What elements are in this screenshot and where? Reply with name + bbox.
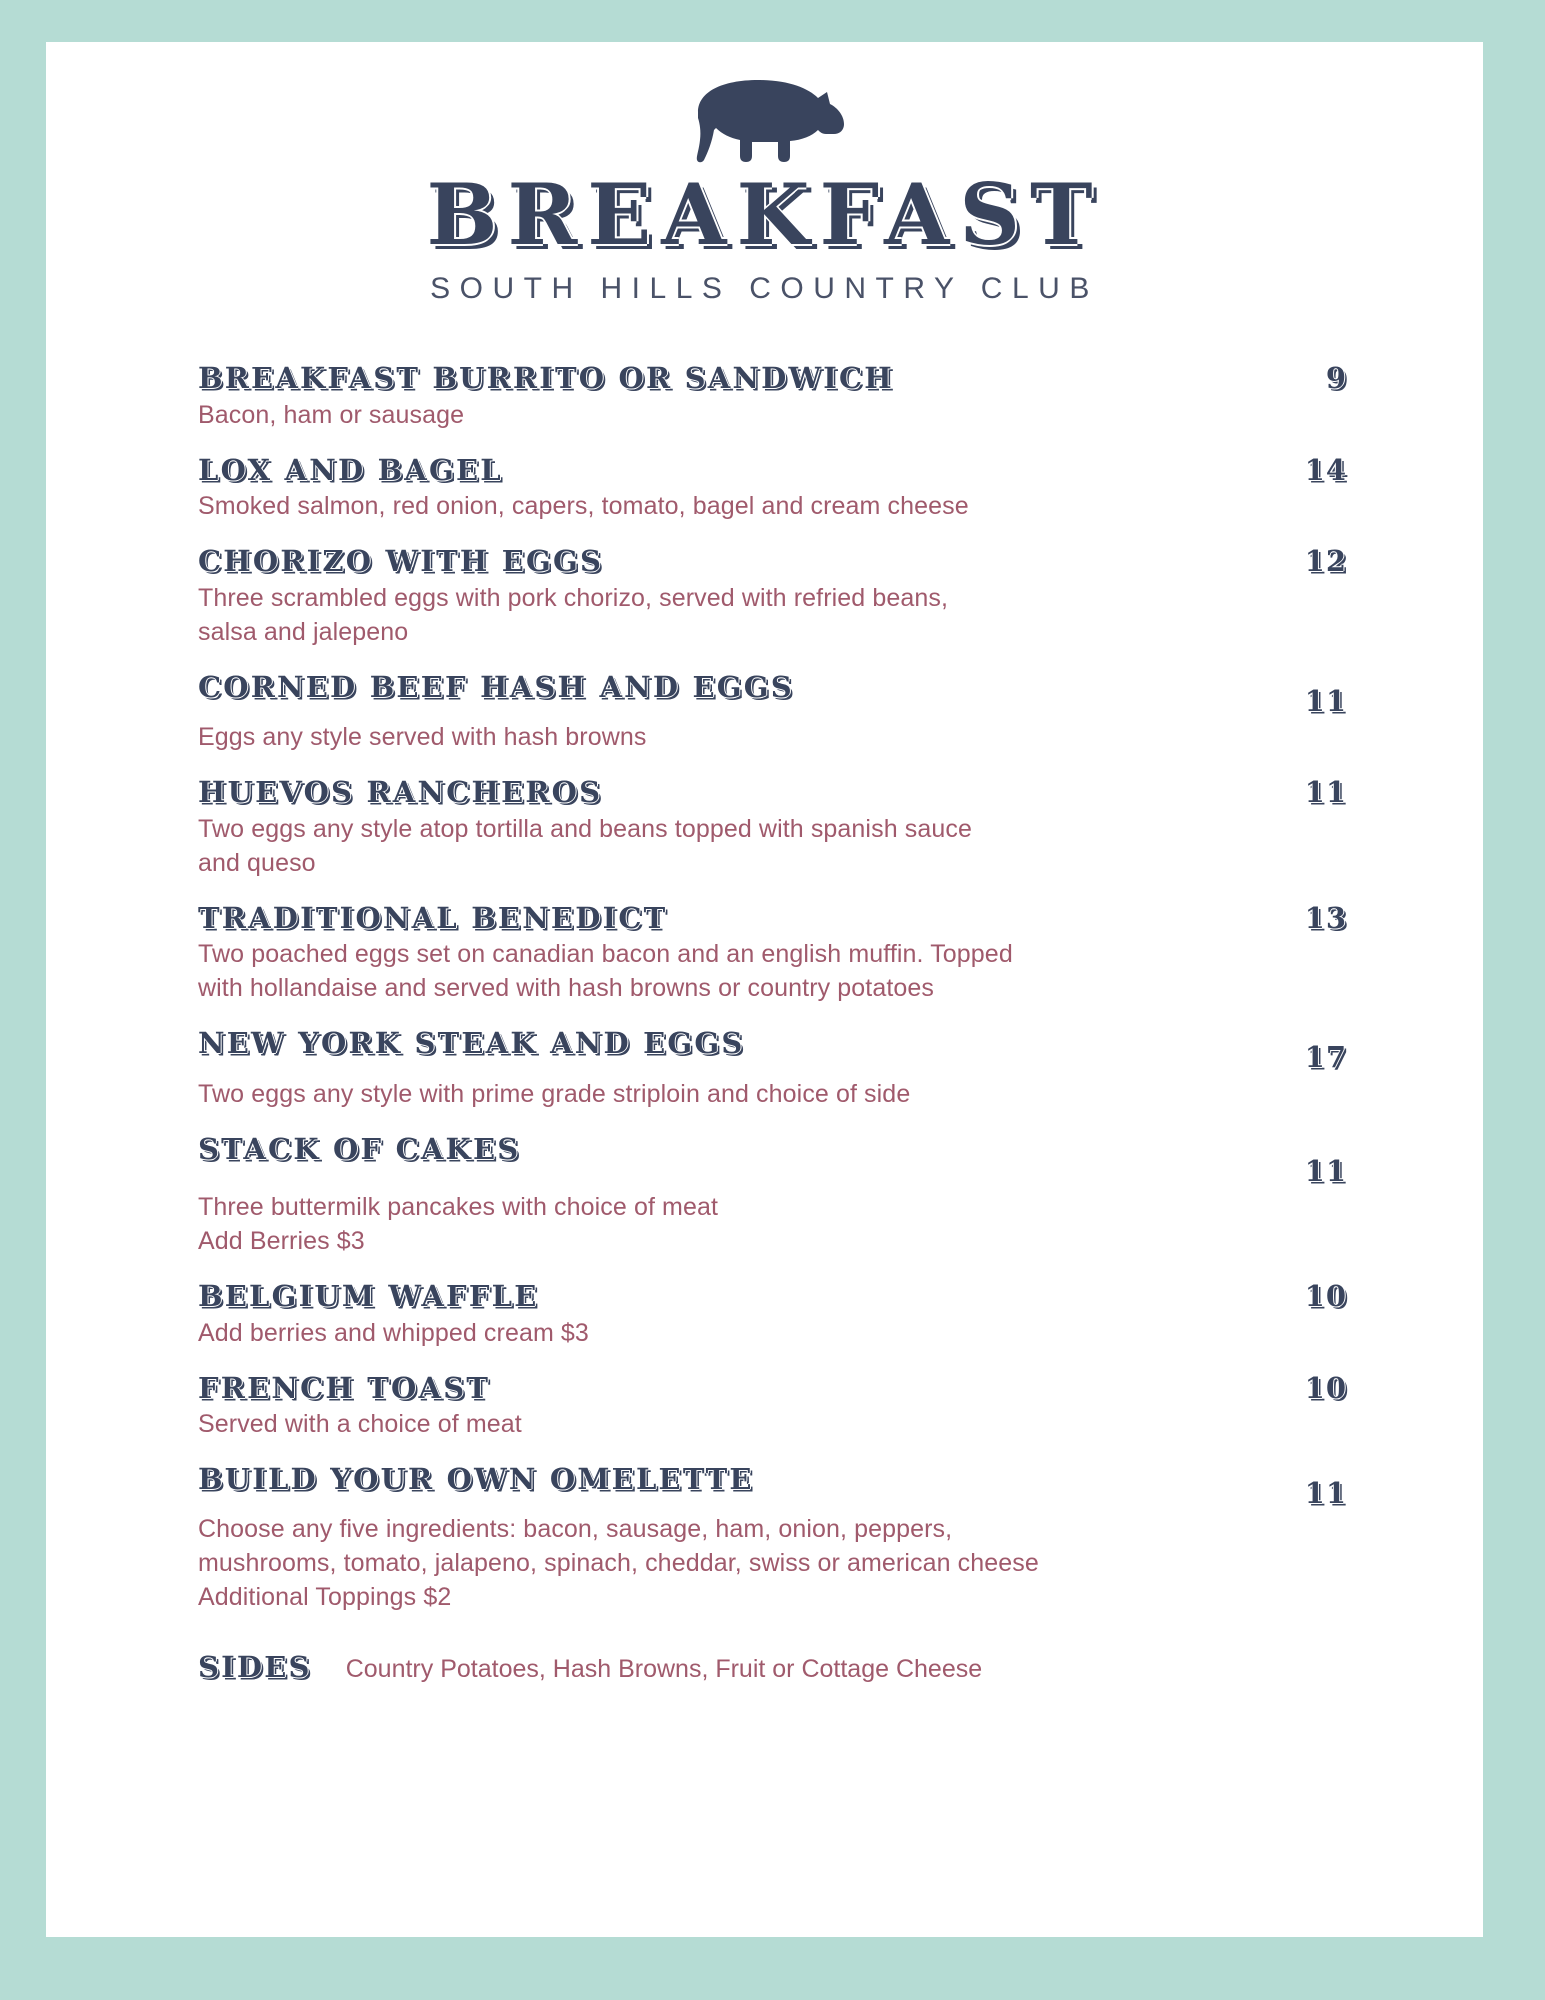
menu-item-description	[198, 721, 1347, 754]
menu-item-description	[198, 938, 1347, 1005]
menu-item	[198, 1027, 1347, 1110]
menu-item	[198, 1280, 1347, 1349]
menu-item-description	[198, 1317, 1347, 1350]
menu-item-name: LOX AND BAGEL	[198, 452, 503, 487]
menu-item-price: 14	[1304, 452, 1347, 487]
menu-item-name: BELGIUM WAFFLE	[198, 1279, 539, 1314]
sides-label: SIDES	[198, 1650, 312, 1685]
menu-item-price: 11	[1304, 1476, 1347, 1510]
menu-item	[198, 454, 1347, 523]
menu-item-description	[198, 1191, 1347, 1258]
pig-silhouette-icon	[46, 78, 1483, 170]
menu-item-description-line: Add berries and whipped cream $3	[198, 1318, 589, 1347]
menu-item-description-line: Smoked salmon, red onion, capers, tomato, bagel and cream cheese	[198, 492, 969, 521]
menu-item-name: TRADITIONAL BENEDICT	[198, 900, 668, 935]
menu-item-description-line: salsa and jalepeno	[198, 617, 409, 646]
menu-item-head	[198, 1133, 1347, 1187]
menu-item-description-line: Two eggs any style with prime grade striploin and choice of side	[198, 1079, 911, 1108]
menu-item-list	[46, 362, 1483, 1614]
menu-item	[198, 362, 1347, 431]
menu-item-head	[198, 671, 1347, 717]
menu-item-price: 11	[1304, 1153, 1347, 1188]
sides-row	[198, 1650, 1347, 1684]
menu-item-head	[198, 1027, 1347, 1073]
menu-item-description-line: Three scrambled eggs with pork chorizo, served with refried beans,	[198, 583, 948, 612]
menu-item-description-line: with hollandaise and served with hash browns or country potatoes	[198, 974, 934, 1003]
menu-item-price: 13	[1304, 900, 1347, 935]
menu-item-description-line: Choose any five ingredients: bacon, sausage, ham, onion, peppers,	[198, 1515, 953, 1544]
menu-item-description	[198, 813, 1347, 880]
menu-item-description-line: Additional Toppings $2	[198, 1583, 452, 1612]
menu-item-head	[198, 454, 1347, 486]
menu-item-description-line: Add Berries $3	[198, 1227, 365, 1256]
menu-item-name: HUEVOS RANCHEROS	[198, 775, 603, 810]
menu-item-name: NEW YORK STEAK AND EGGS	[198, 1026, 745, 1061]
menu-item-description-line: and queso	[198, 848, 316, 877]
menu-item	[198, 1133, 1347, 1258]
menu-item-description-line: Two poached eggs set on canadian bacon and an english muffin. Topped	[198, 940, 1013, 969]
menu-item-description-line: Three buttermilk pancakes with choice of meat	[198, 1193, 719, 1222]
menu-item-head	[198, 902, 1347, 934]
menu-item	[198, 1372, 1347, 1441]
menu-item-price: 10	[1304, 1370, 1347, 1405]
menu-item-description-line: Served with a choice of meat	[198, 1410, 522, 1438]
menu-item	[198, 545, 1347, 648]
menu-item	[198, 671, 1347, 754]
menu-item-name: BUILD YOUR OWN OMELETTE	[198, 1462, 754, 1496]
menu-item-price: 17	[1304, 1040, 1347, 1075]
menu-page	[46, 42, 1483, 1937]
menu-item-description	[198, 1513, 1347, 1614]
menu-item	[198, 776, 1347, 879]
menu-item-name: STACK OF CAKES	[198, 1131, 521, 1166]
menu-item-price: 10	[1304, 1279, 1347, 1314]
sides-description: Country Potatoes, Hash Browns, Fruit or Cottage Cheese	[345, 1655, 983, 1684]
menu-item-name: CORNED BEEF HASH AND EGGS	[198, 669, 794, 704]
menu-item-description	[198, 490, 1347, 523]
menu-item-head	[198, 776, 1347, 808]
menu-item-description-line: Eggs any style served with hash browns	[198, 723, 647, 752]
menu-item-description	[198, 1078, 1347, 1111]
menu-item-head	[198, 1372, 1347, 1404]
page-subtitle: SOUTH HILLS COUNTRY CLUB	[430, 272, 1099, 306]
menu-item-head	[198, 1280, 1347, 1312]
menu-item-price: 11	[1304, 683, 1347, 718]
menu-item-description-line: mushrooms, tomato, jalapeno, spinach, cheddar, swiss or american cheese	[198, 1549, 1039, 1578]
menu-item-price: 12	[1304, 544, 1347, 579]
menu-item	[198, 1463, 1347, 1614]
menu-item-head	[198, 1463, 1347, 1509]
menu-header	[46, 42, 1483, 306]
menu-item-description	[198, 1408, 1347, 1441]
menu-item-description-line: Bacon, ham or sausage	[198, 400, 465, 429]
menu-item-description	[198, 582, 1347, 649]
menu-item-name: CHORIZO WITH EGGS	[198, 544, 604, 579]
menu-item-description	[198, 399, 1347, 432]
menu-item-head	[198, 545, 1347, 577]
menu-item-name: BREAKFAST BURRITO OR SANDWICH	[198, 361, 894, 396]
menu-item-head	[198, 362, 1347, 394]
menu-item-description-line: Two eggs any style atop tortilla and beans topped with spanish sauce	[198, 814, 972, 843]
menu-item	[198, 902, 1347, 1005]
menu-item-name: FRENCH TOAST	[198, 1370, 491, 1405]
page-title: BREAKFAST	[426, 165, 1103, 264]
menu-item-price: 11	[1304, 775, 1347, 810]
menu-item-price: 9	[1325, 361, 1347, 396]
